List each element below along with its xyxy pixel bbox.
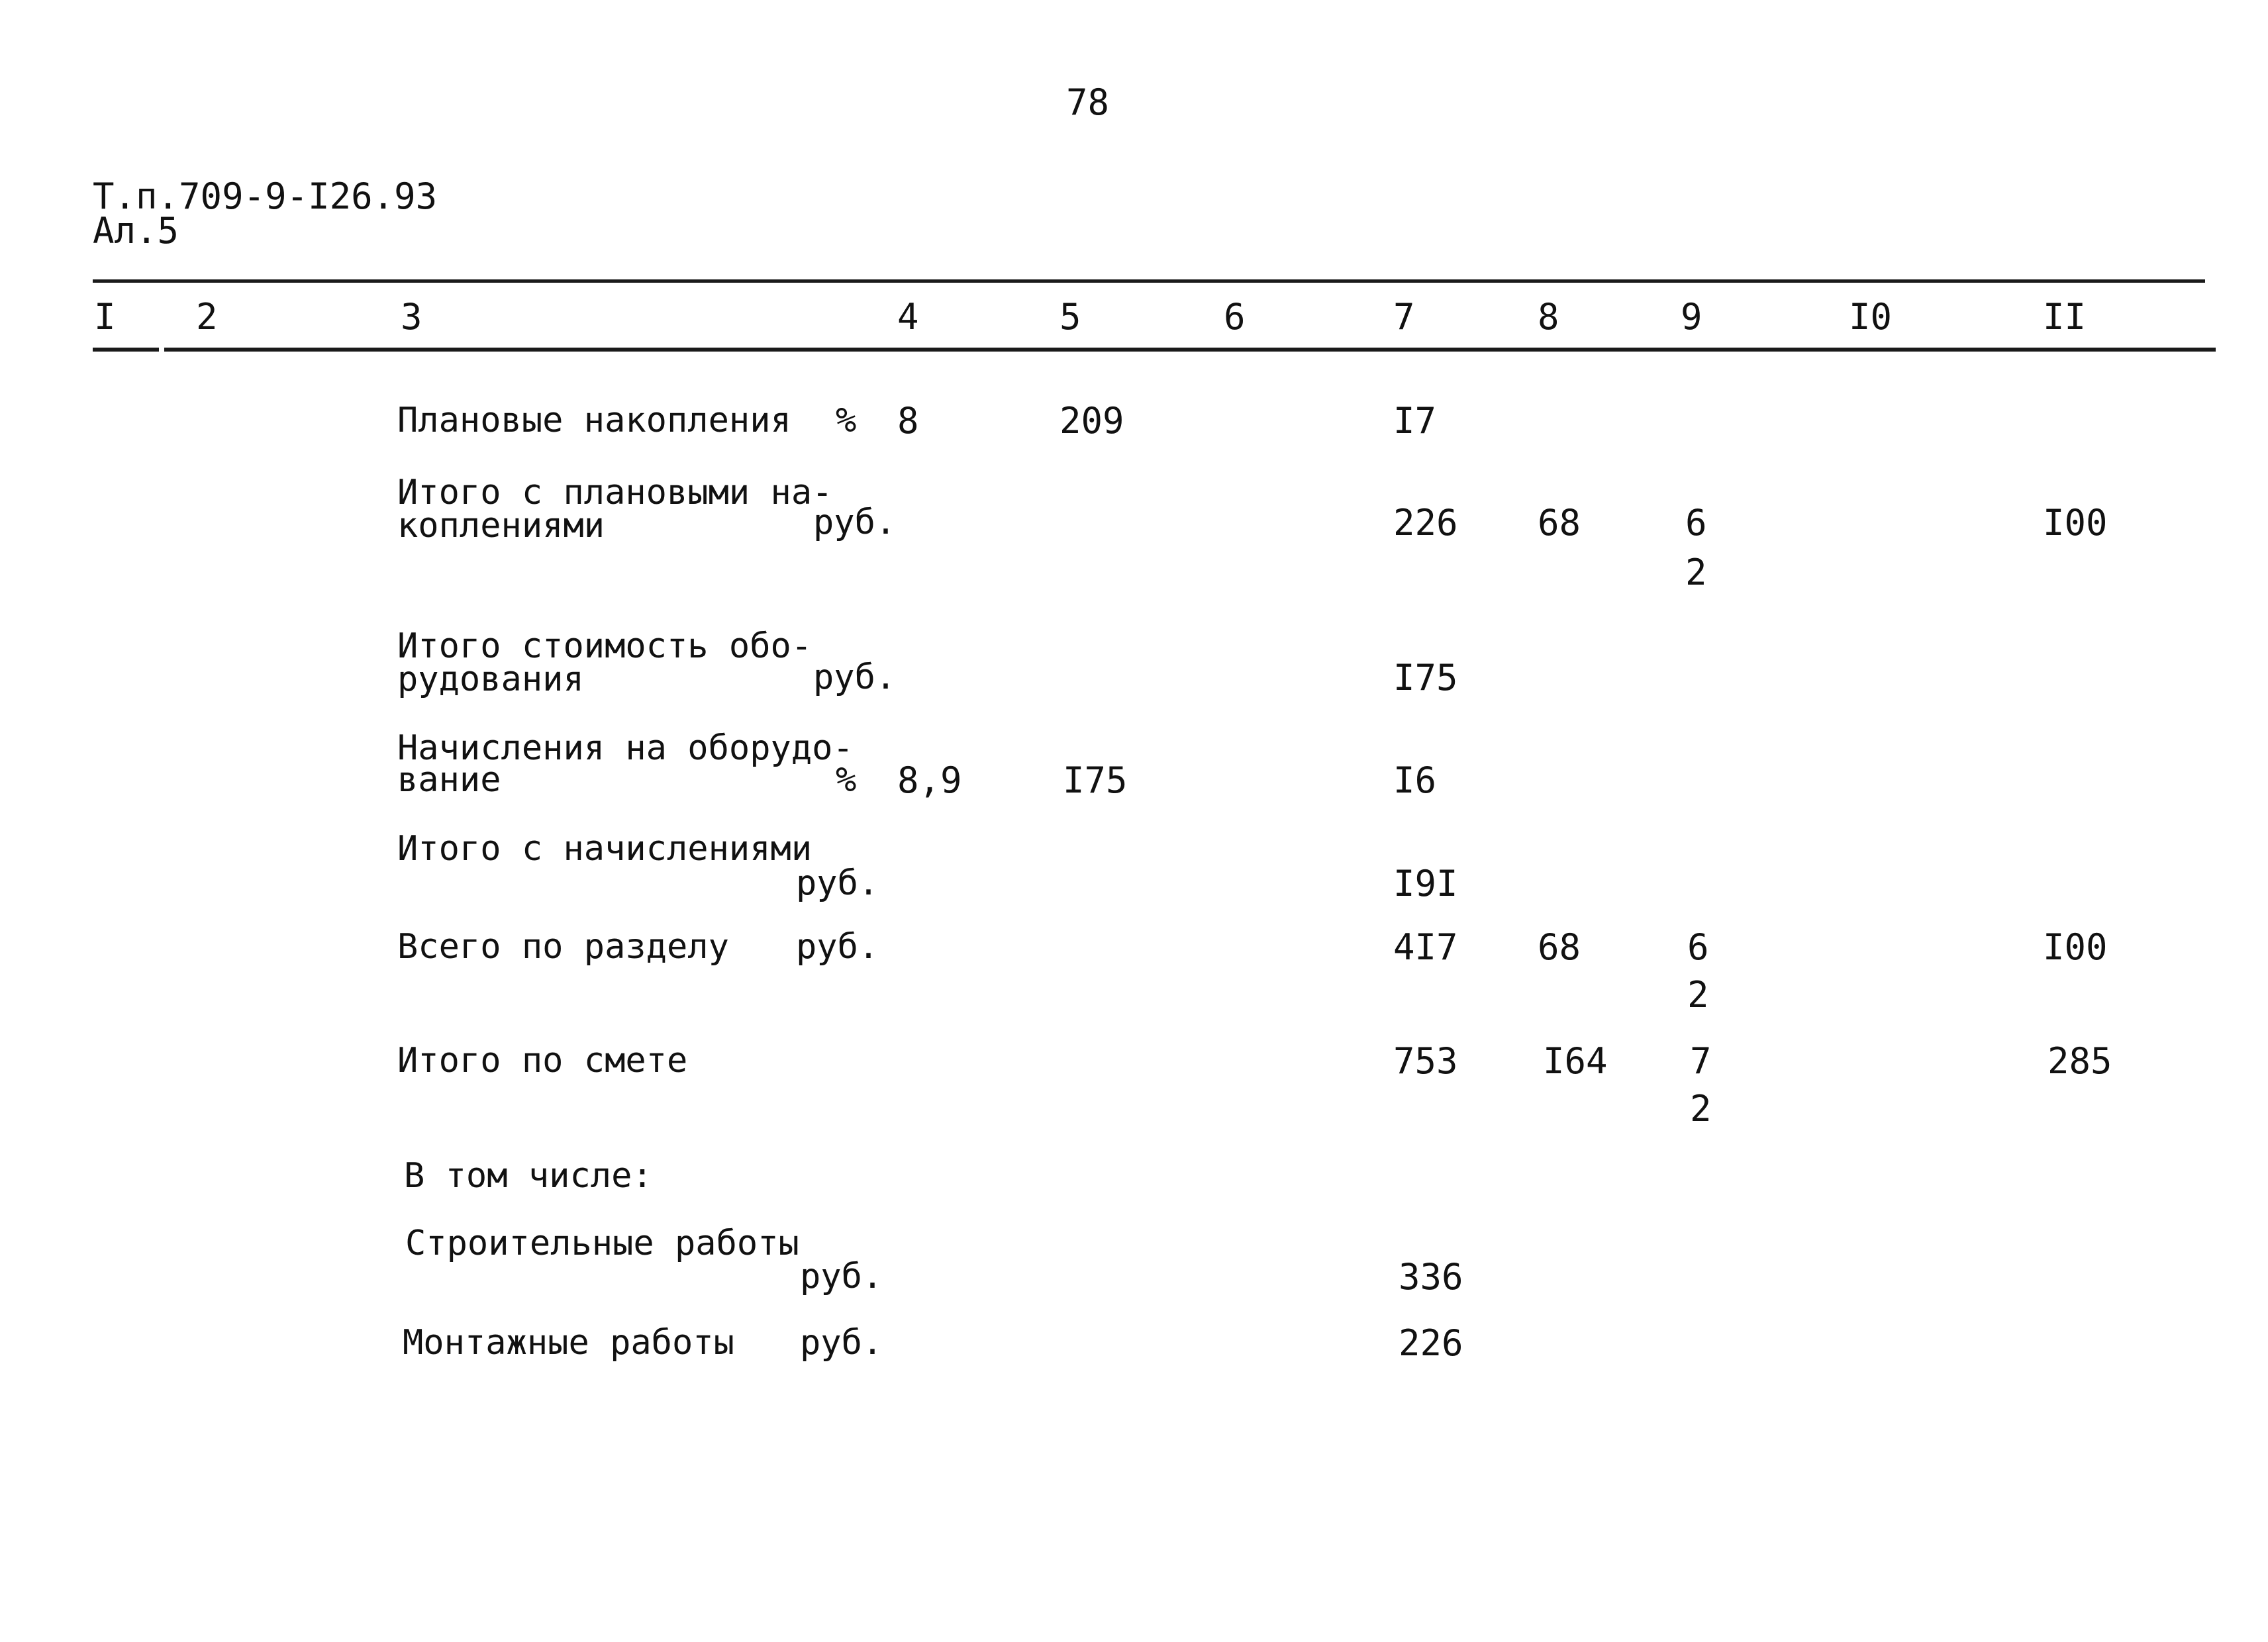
row-label-line1: Начисления на оборудо- [397, 728, 854, 768]
table-header-rule [164, 348, 2216, 352]
cell-col7: I9I [1393, 863, 1458, 904]
column-header-5: 5 [1060, 296, 1081, 338]
column-header-10: I0 [1849, 296, 1893, 338]
row-unit: % [836, 760, 857, 800]
cell-col7: 226 [1399, 1322, 1463, 1364]
cell-col11: 285 [2047, 1040, 2112, 1082]
cell-col8: 68 [1538, 926, 1581, 968]
row-label-line2: рудования [397, 659, 584, 699]
cell-col9-line1: 7 [1690, 1040, 1712, 1082]
row-unit: руб. [800, 1323, 883, 1363]
cell-col9-line1: 6 [1685, 502, 1707, 544]
column-header-6: 6 [1224, 296, 1246, 338]
row-unit: руб. [813, 503, 897, 542]
row-unit: руб. [800, 1257, 883, 1296]
page-number: 78 [1066, 81, 1110, 123]
cell-col8: 68 [1538, 502, 1581, 544]
cell-col9-line2: 2 [1687, 974, 1709, 1016]
cell-col7: I75 [1393, 657, 1458, 699]
row-unit: руб. [796, 927, 879, 967]
cell-col4: 8 [897, 400, 919, 442]
row-label: Итого с начислениями [397, 829, 813, 869]
cell-col7: 753 [1393, 1040, 1458, 1082]
document-album: Ал.5 [93, 210, 179, 252]
column-header-1: I [94, 296, 116, 338]
column-header-8: 8 [1538, 296, 1559, 338]
row-label: Итого по смете [397, 1041, 688, 1081]
row-label-line2: вание [397, 760, 501, 800]
row-unit: руб. [813, 657, 897, 697]
table-header-rule-left [93, 348, 159, 352]
cell-col7: 226 [1393, 502, 1458, 544]
cell-col5: I75 [1063, 759, 1128, 801]
cell-col7: I7 [1393, 400, 1437, 442]
column-header-7: 7 [1393, 296, 1415, 338]
row-label: Строительные работы [405, 1224, 799, 1263]
cell-col11: I00 [2043, 502, 2108, 544]
column-header-4: 4 [897, 296, 919, 338]
row-label-line1: Итого с плановыми на- [397, 473, 833, 512]
cell-col7: 336 [1399, 1256, 1463, 1298]
cell-col7: I6 [1393, 759, 1437, 801]
row-label: Всего по разделу [397, 927, 729, 967]
document-code: Т.п.709-9-I26.93 [93, 175, 438, 217]
cell-col7: 4I7 [1393, 926, 1458, 968]
cell-col5: 209 [1060, 400, 1124, 442]
column-header-3: 3 [401, 296, 422, 338]
row-unit: % [836, 401, 857, 440]
cell-col9-line1: 6 [1687, 926, 1709, 968]
cell-col11: I00 [2043, 926, 2108, 968]
cell-col4: 8,9 [897, 759, 962, 801]
row-unit: руб. [796, 863, 879, 903]
column-header-9: 9 [1681, 296, 1702, 338]
row-label-line2: коплениями [397, 506, 605, 546]
cell-col8: I64 [1543, 1040, 1608, 1082]
cell-col9-line2: 2 [1685, 552, 1707, 593]
column-header-2: 2 [196, 296, 218, 338]
table-top-rule [93, 279, 2205, 283]
row-label: Монтажные работы [403, 1323, 734, 1363]
row-label: Плановые накопления [397, 401, 791, 440]
row-label-line1: Итого стоимость обо- [397, 626, 813, 666]
row-label: В том числе: [404, 1156, 653, 1196]
column-header-11: II [2043, 296, 2087, 338]
cell-col9-line2: 2 [1690, 1088, 1712, 1130]
